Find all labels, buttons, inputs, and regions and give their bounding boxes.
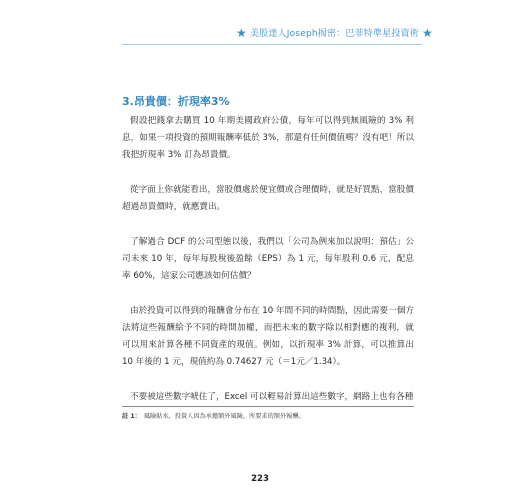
footnote-divider xyxy=(122,406,414,407)
paragraph: 從字面上你就能看出，當股價處於便宜價或合理價時，就是好買點，當股價超過昂貴價時，就應賣出。 xyxy=(122,185,414,212)
header-divider xyxy=(122,44,422,45)
star-icon: ★ xyxy=(421,25,433,40)
body-text xyxy=(122,113,414,406)
page-number: 223 xyxy=(251,474,269,484)
paragraph: 了解過合 DCF 的公司型態以後，我們以「公司為例來加以說明：預估」公司未來 10 年，每年每股稅後盈餘（EPS）為 1 元，每年股利 0.6 元，配息率 60%，這家公司應該如何估價？ xyxy=(122,237,414,281)
paragraph: 假設把錢拿去購買 10 年期美國政府公債，每年可以得到無風險的 3% 利息，如果一項投資的預期報酬率低於 3%，那還有任何價值嗎？沒有吧！所以我把折現率 3% 訂為昂貴價。 xyxy=(122,116,414,160)
paragraph: 由於投資可以得到的報酬會分布在 10 年間不同的時間點，因此需要一個方法將這些報酬給予不同的時間加權，而把未來的數字除以相對應的複利，就可以用來計算各種不同資產的現值。例如，以折現率 3% 計算，可以推算出 10 年後的 1 元，現值約為 0.74627 元（＝1元／1.34）。 xyxy=(122,306,414,367)
running-header xyxy=(236,26,433,39)
star-icon: ★ xyxy=(236,25,247,40)
paragraph: 不要被這些數字唬住了，Excel 可以輕易計算出這些數字，網路上也有各種 xyxy=(130,392,414,402)
footnote xyxy=(122,411,414,420)
footnote-label: 註 1： xyxy=(122,413,141,420)
book-title: 美股達人Joseph揭密：巴菲特準星投資術 xyxy=(249,29,419,39)
section-heading: 3.昂貴價：折現率3% xyxy=(122,95,230,108)
footnote-text: 風險貼水，投資人因為承擔額外風險，所要求的額外報酬。 xyxy=(143,413,305,420)
